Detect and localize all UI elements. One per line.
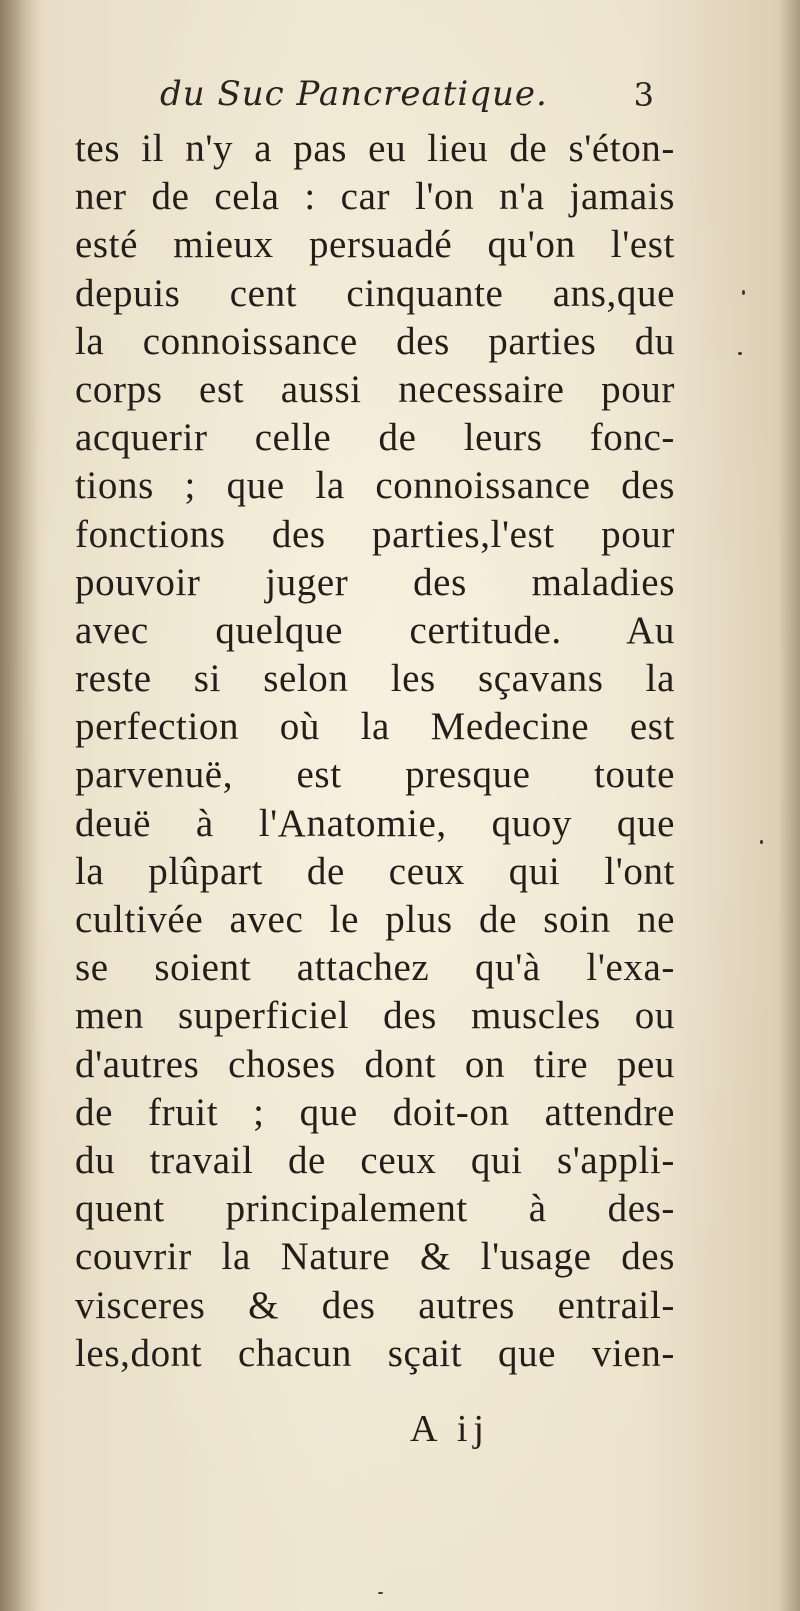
text-line: de fruit ; que doit-on attendre (75, 1090, 675, 1134)
text-line: quent principalement à des- (75, 1187, 675, 1231)
text-line: tions ; que la connoissance des (75, 464, 675, 508)
text-line: la connoissance des parties du (75, 319, 675, 363)
text-line: cultivée avec le plus de soin ne (75, 898, 675, 941)
text-line: depuis cent cinquante ans,que (75, 271, 675, 315)
text-line: perfection où la Medecine est (75, 705, 675, 749)
paper-speck (760, 840, 763, 844)
text-line: corps est aussi necessaire pour (75, 367, 675, 411)
text-line: couvrir la Nature & l'usage des (75, 1235, 675, 1279)
page-number: 3 (633, 76, 654, 114)
text-line: pouvoir juger des maladies (75, 560, 675, 604)
page-header (160, 74, 660, 122)
text-line: deuë à l'Anatomie, quoy que (75, 801, 675, 845)
paper-speck (378, 1592, 383, 1594)
body-text (75, 125, 675, 1378)
text-line: la plûpart de ceux qui l'ont (75, 849, 675, 893)
text-line: reste si selon les sçavans la (75, 657, 675, 701)
text-line: parvenuë, est presque toute (75, 753, 675, 797)
running-head: du Suc Pancreatique. (160, 74, 548, 114)
paper-speck (738, 352, 742, 355)
text-line: fonctions des parties,l'est pour (75, 512, 675, 556)
text-line: se soient attachez qu'à l'exa- (75, 946, 675, 990)
text-line: esté mieux persuadé qu'on l'est (75, 223, 675, 267)
text-line: du travail de ceux qui s'appli- (75, 1138, 675, 1182)
text-line: men superficiel des muscles ou (75, 994, 675, 1038)
text-line: ner de cela : car l'on n'a jamais (75, 175, 675, 219)
text-line: visceres & des autres entrail- (75, 1283, 675, 1327)
text-line: d'autres choses dont on tire peu (75, 1042, 675, 1086)
text-line: tes il n'y a pas eu lieu de s'éton- (75, 127, 675, 170)
paper-speck (742, 290, 745, 295)
signature-mark: A ij (410, 1408, 490, 1450)
text-line: avec quelque certitude. Au (75, 608, 675, 652)
text-line: les,dont chacun sçait que vien- (75, 1331, 675, 1375)
text-line: acquerir celle de leurs fonc- (75, 416, 675, 460)
